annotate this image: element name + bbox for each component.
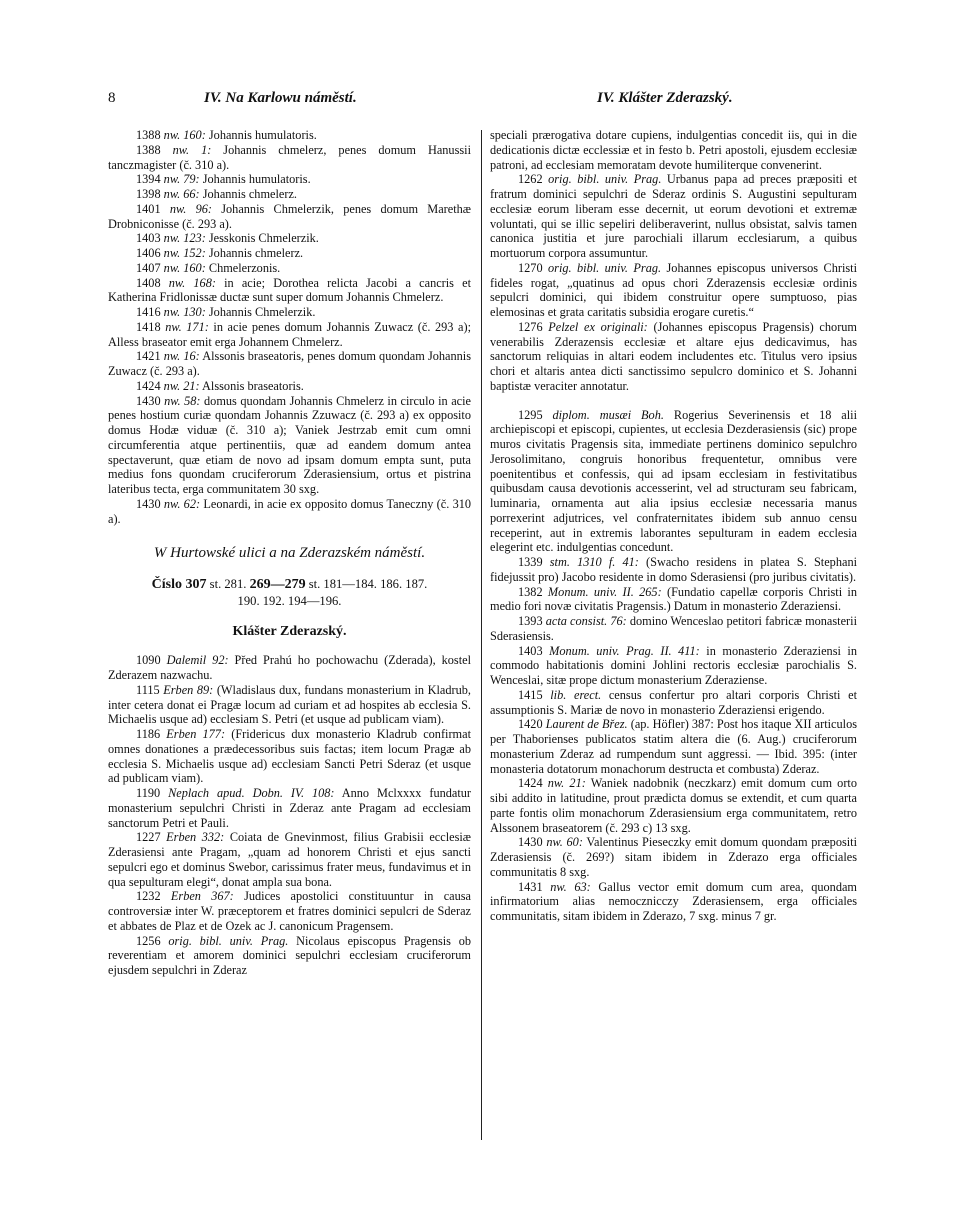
- entry-year: 1407: [136, 260, 164, 275]
- entry-text: (Fundatio capellæ corporis Christi in medio fori novæ civitatis Pragensis.) Datum in monasterio Zderaziensi.: [490, 584, 857, 614]
- entry-year: 1430: [136, 393, 165, 408]
- entry-text: Urbanus papa ad preces præpositi et fratrum dominici sepulchri de Sderaz ordinis S. Augustini sepulturam ecclesiæ eorum liberam esse decernit, ut eorum devotioni et extremæ voluntati, qui se illic sepeliri deliberaverint, nullus obsistat, salvis tamen canonica justitia et jure parochiali illarum ecclesiarum, a quibus mortuorum corpora assumuntur.: [490, 172, 858, 260]
- entry-year: 1388: [136, 128, 164, 142]
- entry: [108, 172, 471, 187]
- entry-text: Coiata de Gnevinmost, filius Grabisii ecclesiæ Zderasiensi ante Pragam, „quam ad honorem Christi et ejus sancti sepulcri ego et dominus Swebor, carissimus frater meus, fundavimus et in qua sepulturam elegi“, donat ampla sua bona.: [108, 830, 471, 889]
- entry-text: Gallus vector emit domum cum area, quondam infirmatorium alias nemocznicczy Zderasiensem, erga officiales communitatis, sitam ibidem in Zderazo, 7 sxg. minus 7 gr.: [490, 879, 857, 923]
- entry-year: 1256: [136, 933, 169, 948]
- entry: [108, 889, 471, 933]
- entry: [490, 614, 857, 644]
- entry: [490, 717, 857, 776]
- entry-year: 1186: [136, 727, 167, 741]
- entry-year: 1418: [136, 319, 166, 334]
- entry-text: Johannis chmelerz.: [199, 187, 297, 201]
- house-number-line: [108, 576, 471, 609]
- page-number: 8: [108, 90, 116, 106]
- entry: [108, 349, 471, 379]
- entry: [490, 835, 857, 879]
- entry-year: 1270: [518, 260, 549, 275]
- left-entries-b: [108, 653, 471, 978]
- entry-year: 1431: [518, 879, 551, 894]
- entry: [490, 408, 857, 556]
- entry: [108, 231, 471, 246]
- entry: [108, 683, 471, 727]
- entry-year: 1401: [136, 201, 170, 216]
- entry: [490, 688, 857, 718]
- section-heading: W Hurtowské ulici a na Zderazském náměstí.: [153, 545, 426, 562]
- entry-source: nw. 123:: [163, 231, 206, 246]
- entry-year: 1420: [518, 717, 546, 732]
- entry: [108, 830, 471, 889]
- entry-text: domus quondam Johannis Chmelerz in circulo in acie penes hostium curiæ quondam Johannis Zzuwacz (č. 293 a) ex opposito domus Hodæ viduæ (č. 310 a); Vaniek Jestrzab emit cum omni circumferentia atque pertinentiis, quæ ad eandem domum antea spectaverunt, quæ etiam de novo ad ipsam domum empta sunt, puta medius fons quondam cruciferorum Zderasiensium, ortus et pistrina lateribus tecta, erga communitatem 30 sxg.: [108, 393, 471, 496]
- entry-source: nw. 58:: [164, 393, 201, 408]
- right-column: [490, 128, 857, 924]
- entry-source: Neplach apud. Dobn. IV. 108:: [168, 786, 335, 800]
- entry-source: Monum. univ. Prag. II. 411:: [549, 643, 700, 658]
- entry: [490, 128, 857, 172]
- entry-text: Alssonis braseatoris.: [199, 378, 304, 393]
- entry-source: lib. erect.: [550, 687, 602, 702]
- entry: [108, 379, 471, 394]
- entry-year: 1382: [518, 584, 548, 599]
- entry-year: 1403: [136, 231, 164, 246]
- entry-text: Chmelerzonis.: [205, 260, 281, 275]
- entry-text: in acie penes domum Johannis Zuwacz (č. 293 a); Alless braseator emit erga Johannem Chmelerz.: [108, 319, 471, 349]
- entry: [490, 776, 857, 835]
- entry-source: Dalemil 92:: [166, 653, 229, 668]
- entry-year: 1295: [518, 407, 553, 422]
- entry-year: 1421: [136, 349, 164, 364]
- entry-text: Valentinus Pieseczky emit domum quondam præpositi Zderasiensis (č. 269?) sitam ibidem in Zderazo erga officiales communitatis 8 sxg.: [490, 835, 858, 879]
- entry-source: Monum. univ. II. 265:: [547, 584, 662, 599]
- entry-source: acta consist. 76:: [545, 614, 627, 628]
- entry: [108, 786, 471, 830]
- entry-source: Laurent de Břez.: [545, 717, 628, 732]
- entry-text: speciali prærogativa dotare cupiens, indulgentias concedit iis, qui in die dedicationis dictæ ecclessiæ et in festo b. Petri apostoli, ejusdem ecclesiæ patroni, ad ecclesiam memoratam devote humiliterque convenerint.: [490, 128, 857, 172]
- entry-source: nw. 60:: [546, 835, 583, 850]
- entry: [108, 246, 471, 261]
- entry: [490, 555, 857, 585]
- entry-year: 1416: [136, 305, 164, 319]
- entry-source: nw. 1:: [172, 142, 212, 157]
- entry-text: in acie; Dorothea relicta Jacobi a cancris et Katherina Fridlonissæ ductæ sunt super domum Johannis Chmelerz.: [108, 275, 471, 305]
- entry: [108, 202, 471, 232]
- house-number-part2: st. 181—184. 186. 187.: [305, 577, 428, 592]
- entry-text: (Johannes episcopus Pragensis) chorum venerabilis Zderazensis ecclesiæ et altare ejus dedicavimus, has sanctorum reliquias in altari eodem includentes etc. Titulus vero ipsius chori et altaris antea dicti sanctissimo sepulcro dominico et S. Johanni baptistæ veraciter annotatur.: [490, 319, 857, 393]
- entry-text: Nicolaus episcopus Pragensis ob reverentiam et amorem dominici sepulchri ecclesiam cruciferorum ejusdem sepulchri in Zderaz: [108, 933, 471, 977]
- entry-year: 1398: [136, 187, 164, 201]
- entry-year: 1393: [518, 614, 546, 628]
- entry-year: 1232: [136, 889, 171, 904]
- entry-source: nw. 168:: [168, 275, 216, 290]
- entry-text: Leonardi, in acie ex opposito domus Taneczny (č. 310 a).: [108, 496, 472, 526]
- house-number-bold-range: 269—279: [249, 577, 306, 593]
- entry: [108, 394, 471, 497]
- entry-year: 1394: [136, 172, 164, 187]
- subheading: Klášter Zderazský.: [232, 624, 347, 640]
- left-column: [108, 128, 471, 978]
- entry: [108, 727, 471, 786]
- entry-source: nw. 130:: [163, 305, 206, 319]
- entry-source: diplom. musæi Boh.: [552, 407, 664, 422]
- house-number-line2: 190. 192. 194—196.: [237, 594, 342, 609]
- entry-year: 1090: [136, 653, 167, 668]
- entry-source: nw. 21:: [547, 776, 586, 791]
- entry-year: 1227: [136, 830, 167, 845]
- entry-text: Johannis humulatoris.: [205, 128, 317, 142]
- entry-text: (Fridericus dux monasterio Kladrub confirmat omnes donationes a prædecessoribus suis factas; item locum Pragæ ab ecclesia S. Michaelis usque ad) ecclesiam Sancti Petri Sderaz (et usque ad publicam viam).: [108, 727, 471, 786]
- entry-source: nw. 152:: [163, 246, 206, 260]
- entry-source: nw. 62:: [163, 496, 201, 511]
- entry-source: orig. bibl. univ. Prag.: [168, 933, 289, 948]
- entry-text: (Swacho residens in platea S. Stephani fidejussit pro) Jacobo residente in domo Sderasiensi (pro juribus civitatis).: [490, 555, 858, 584]
- entry-source: orig. bibl. univ. Prag.: [548, 172, 662, 187]
- entry-year: 1430: [518, 835, 547, 850]
- entry-year: 1430: [136, 496, 164, 511]
- column-divider: [481, 130, 482, 1140]
- entry-source: Erben 367:: [170, 889, 234, 904]
- entry-year: 1424: [136, 378, 164, 393]
- entry: [108, 305, 471, 320]
- entry: [490, 585, 857, 615]
- entry-text: Jesskonis Chmelerzik.: [205, 231, 319, 246]
- right-running-title: IV. Klášter Zderazský.: [597, 90, 733, 106]
- entry-source: nw. 160:: [163, 128, 206, 142]
- entry: [108, 187, 471, 202]
- entry-source: stm. 1310 f. 41:: [549, 555, 639, 569]
- entry: [108, 276, 471, 306]
- entry-source: nw. 79:: [163, 172, 200, 187]
- entry-source: nw. 96:: [169, 201, 212, 216]
- entry-text: Anno Mclxxxx fundatur monasterium sepulchri Christi in Zderaz ante Pragam ad ecclesiam sanctorum Petri et Pauli.: [108, 786, 472, 830]
- entry-text: Johannis chmelerz, penes domum Hanussii tanczmagister (č. 310 a).: [108, 142, 471, 172]
- entry-text: Waniek nadobnik (neczkarz) emit domum cum orto sibi addito in latitudine, prout prædicta domus se extendit, et cum quarta parte fontis olim monachorum Zderasiensium erga communitatem, retro Alssonem braseatorem (č. 293 c) 13 sxg.: [490, 776, 857, 835]
- entry-year: 1415: [518, 687, 551, 702]
- entry-year: 1339: [518, 555, 550, 569]
- entry-text: Johannes episcopus universos Christi fideles rogat, „quatinus ad opus chori Zderazensis ecclesiæ ordinis sepulcri dominici, qui ibidem construitur opere sumptuoso, pias elemosinas et grata caritatis subsidia erogare curetis.“: [490, 260, 857, 319]
- entry: [108, 497, 471, 527]
- entry: [108, 143, 471, 173]
- entry-text: Rogerius Severinensis et 18 alii archiepiscopi et episcopi, cupientes, ut ecclesia Dezderasiensis (sic) prope muros civitatis Pragensis sita, immediate pertinens dominico sepulchro Jerosolimitano, congruis honoribus frequentetur, omnibus vere poenitentibus et confessis, qui ad ipsam ecclesiam in festivitatibus quibusdam causa devotionis accesserint, vel ad structuram seu fabricam, luminaria, ornamenta aut alia ipsius ecclesiæ necessaria manus porrexerint adjutrices, vel confraternitates ibidem sub annuo censu receperint, aut in extremis laborantes sepulturam in eadem ecclesia elegerint etc. indulgentias concedunt.: [490, 407, 858, 555]
- entry-source: nw. 171:: [165, 319, 209, 334]
- entry: [490, 261, 857, 320]
- entry: [108, 128, 471, 143]
- entry-source: nw. 66:: [163, 187, 200, 201]
- entry-source: nw. 63:: [550, 879, 591, 894]
- entry: [490, 320, 857, 394]
- entry-text: Johannis humulatoris.: [199, 172, 311, 187]
- entry-text: Johannis Chmelerzik, penes domum Marethæ Drobniconisse (č. 293 a).: [108, 201, 471, 231]
- running-header: [0, 90, 960, 116]
- entry-source: Erben 89:: [163, 682, 214, 697]
- entry: [108, 320, 471, 350]
- house-number-label: Číslo 307: [151, 577, 207, 593]
- house-number-part1: st. 281.: [206, 577, 250, 592]
- entry-source: Erben 177:: [166, 727, 226, 741]
- entry-text: Johannis chmelerz.: [205, 246, 304, 260]
- left-entries-a: [108, 128, 471, 526]
- entry-year: 1190: [136, 786, 169, 800]
- entry-year: 1406: [136, 246, 164, 260]
- entry: [108, 934, 471, 978]
- entry-source: nw. 16:: [163, 349, 200, 364]
- entry-text: Alssonis braseatoris, penes domum quondam Johannis Zuwacz (č. 293 a).: [108, 349, 471, 378]
- entry-text: Johannis Chmelerzik.: [205, 305, 316, 319]
- entry-text: in monasterio Zderaziensi in commodo habitationis domini Johlini rectoris ecclesiæ parochialis S. Wenceslai, sitæ prope dictum monasterium Zderaziense.: [490, 643, 857, 687]
- entry-text: census confertur pro altari corporis Christi et assumptionis S. Mariæ de novo in monasterio Zderaziensi erigendo.: [490, 687, 857, 717]
- entry-year: 1408: [136, 275, 169, 290]
- entry-year: 1276: [518, 319, 549, 334]
- entry-year: 1262: [518, 172, 549, 187]
- entry-source: nw. 160:: [163, 260, 206, 275]
- entry-year: 1403: [518, 643, 550, 658]
- entry-year: 1424: [518, 776, 548, 791]
- entry-source: orig. bibl. univ. Prag.: [548, 260, 662, 275]
- entry-year: 1388: [136, 142, 173, 157]
- entry-source: Pelzel ex originali:: [548, 319, 648, 334]
- entry: [490, 644, 857, 688]
- entry-text: Judices apostolici constituuntur in causa controversiæ inter W. præceptorem et fratres dominici sepulcri de Sderaz et abbates de Plaz et de Ozek ac J. canonicum Pragensem.: [108, 889, 472, 933]
- entry-source: Erben 332:: [166, 830, 225, 845]
- entry-text: (ap. Höfler) 387: Post hos itaque XII articulos per Thaborienses publicatos statim altera die (6. Aug.) cruciferorum monasterium Zderaz ad rumpendum sunt aggressi. — Ibid. 395: (inter monasteria dotatorum monachorum destructa et combusta) Zderaz.: [490, 717, 858, 776]
- right-entries-b: [490, 408, 857, 924]
- entry-source: nw. 21:: [163, 378, 200, 393]
- entry-year: 1115: [136, 682, 164, 697]
- entry: [108, 653, 471, 683]
- left-running-title: IV. Na Karlowu náměstí.: [204, 90, 357, 106]
- entry-text: domino Wenceslao petitori fabricæ monasterii Sderasiensis.: [490, 614, 857, 643]
- entry-text: Před Prahú ho pochowachu (Zderada), kostel Zderazem nazwachu.: [108, 653, 471, 682]
- entry-text: (Wladislaus dux, fundans monasterium in Kladrub, inter cetera donat ei Pragæ locum ad curiam et ad hospites ab ecclesia S. Michaelis usque ad) ecclesiam S. Petri (et usque ad publicam viam).: [108, 682, 471, 727]
- entry: [108, 261, 471, 276]
- entry: [490, 880, 857, 924]
- entry: [490, 172, 857, 261]
- right-entries-a: [490, 128, 857, 394]
- paragraph-gap: [490, 394, 857, 408]
